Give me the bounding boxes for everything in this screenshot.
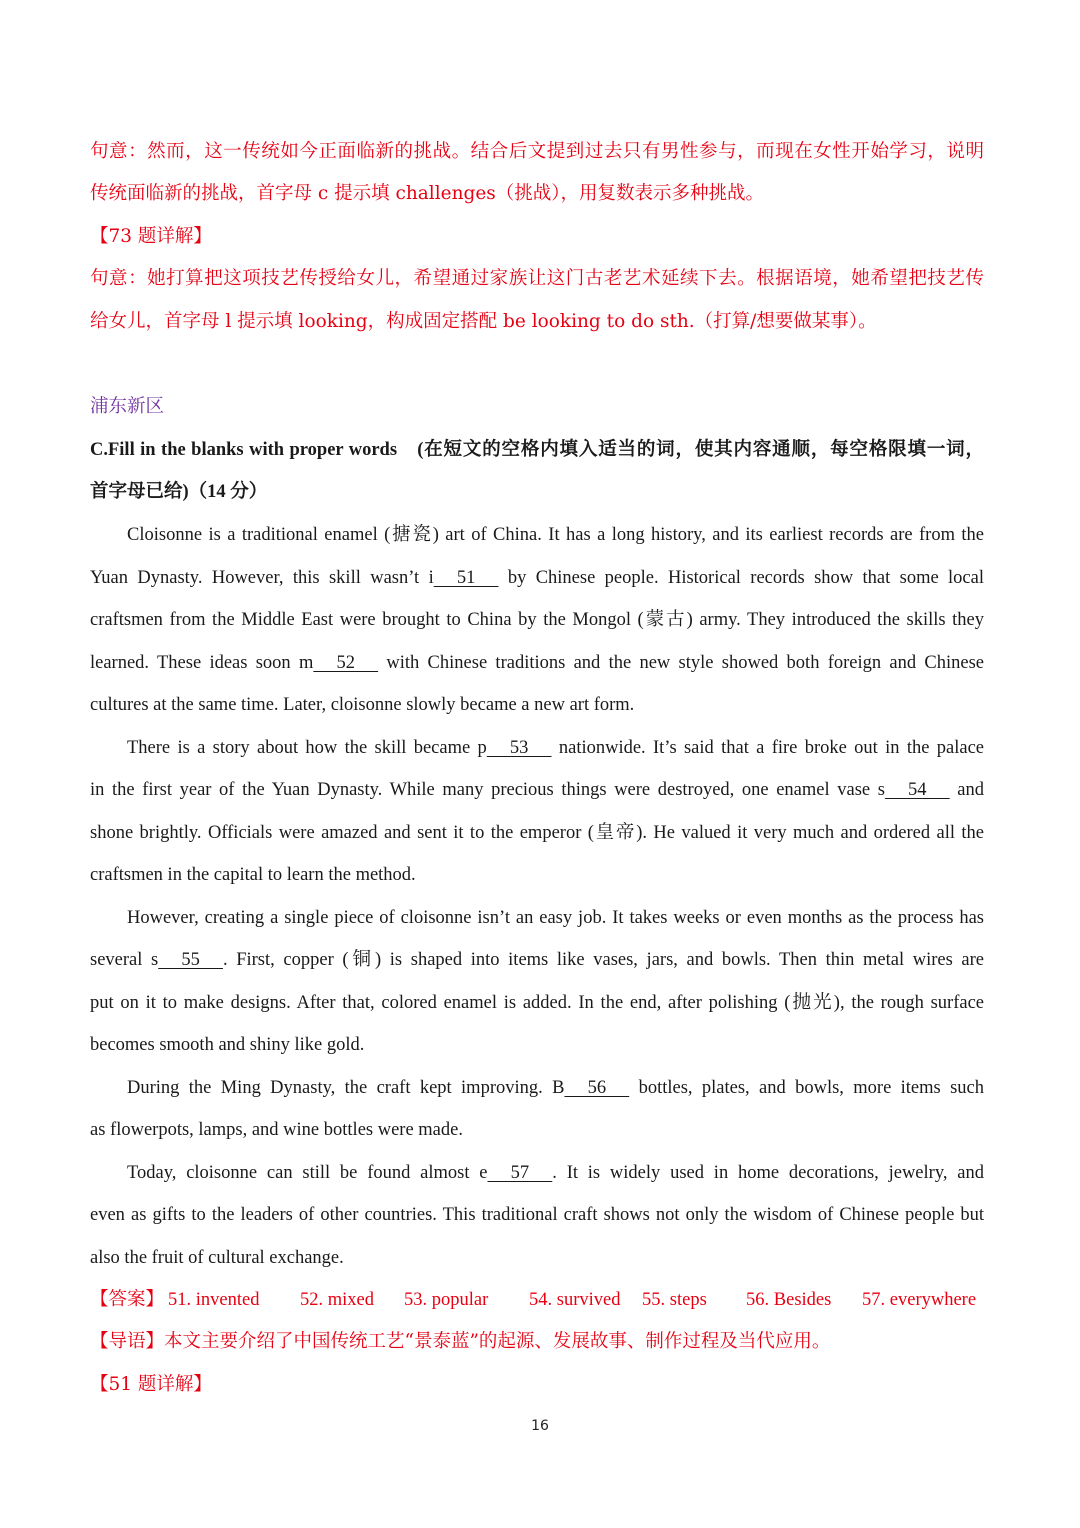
passage-text: and [949, 780, 984, 800]
passage-text: craftsmen from the Middle East were brought to China by the Mongol (蒙古) army. They introduced the skills they [90, 610, 984, 630]
answer-blank[interactable]: 56 [564, 1078, 630, 1098]
section-title: 首字母已给)（14 分） [90, 482, 268, 502]
answer-item: 56. Besides [746, 1290, 832, 1310]
explanation-line: 传统面临新的挑战，首字母 c 提示填 challenges（挑战），用复数表示多种挑战。 [90, 183, 765, 204]
passage-text: in the first year of the Yuan Dynasty. While many precious things were destroyed, one enamel vase s [90, 780, 885, 800]
passage-line [90, 566, 984, 590]
answer-item: 55. steps [642, 1290, 707, 1310]
passage-text: However, creating a single piece of cloisonne isn’t an easy job. It takes weeks or even months as the process has [127, 908, 984, 928]
passage-text: by Chinese people. Historical records show that some local [498, 568, 984, 588]
page-number: 16 [531, 1418, 549, 1434]
passage-text: . First, copper (铜) is shaped into items like vases, jars, and bowls. Then thin metal wires are [222, 950, 984, 970]
passage-text: put on it to make designs. After that, colored enamel is added. In the end, after polishing (抛光), the rough surface [90, 993, 984, 1013]
passage-line [90, 991, 984, 1015]
passage-text: learned. These ideas soon m [90, 653, 314, 673]
passage-text: also the fruit of cultural exchange. [90, 1248, 344, 1268]
answer-item: 51. invented [168, 1290, 260, 1310]
explanation-line: 给女儿，首字母 l 提示填 looking，构成固定搭配 be looking to do sth.（打算/想要做某事）。 [90, 311, 877, 332]
question-heading: 【51 题详解】 [90, 1374, 212, 1395]
passage-line [90, 906, 984, 930]
guide-text: 【导语】本文主要介绍了中国传统工艺“景泰蓝”的起源、发展故事、制作过程及当代应用。 [90, 1331, 831, 1352]
passage-line [90, 651, 984, 675]
passage-text: even as gifts to the leaders of other countries. This traditional craft shows not only the wisdom of Chinese people but [90, 1205, 984, 1225]
answer-blank[interactable]: 57 [487, 1163, 553, 1183]
passage-text: shone brightly. Officials were amazed and sent it to the emperor (皇帝). He valued it very much and ordered all the [90, 823, 984, 843]
answer-item: 54. survived [529, 1290, 621, 1310]
explanation-line: 句意：她打算把这项技艺传授给女儿，希望通过家族让这门古老艺术延续下去。根据语境，她希望把技艺传 [90, 268, 984, 289]
passage-line [90, 821, 984, 845]
passage-text: . It is widely used in home decorations, jewelry, and [552, 1163, 985, 1183]
passage-text: nationwide. It’s said that a fire broke out in the palace [551, 738, 984, 758]
district-label: 浦东新区 [90, 396, 165, 417]
passage-text: as flowerpots, lamps, and wine bottles were made. [90, 1120, 463, 1140]
passage-line [90, 693, 984, 717]
section-title: C.Fill in the blanks with proper words (在短文的空格内填入适当的词，使其内容通顺，每空格限填一词， [90, 440, 984, 460]
passage-text: craftsmen in the capital to learn the method. [90, 865, 416, 885]
passage-line [90, 778, 984, 802]
passage-text: becomes smooth and shiny like gold. [90, 1035, 365, 1055]
passage-text: Yuan Dynasty. However, this skill wasn’t i [90, 568, 434, 588]
explanation-line: 句意：然而，这一传统如今正面临新的挑战。结合后文提到过去只有男性参与，而现在女性开始学习，说明 [90, 141, 984, 162]
answer-blank[interactable]: 53 [486, 738, 552, 758]
passage-line [90, 736, 984, 760]
passage-text: several s [90, 950, 159, 970]
passage-line [90, 948, 984, 972]
passage-line [90, 1161, 984, 1185]
answer-key [90, 1288, 984, 1312]
question-heading: 【73 题详解】 [90, 226, 212, 247]
answer-item: 52. mixed [300, 1290, 375, 1310]
passage-line [90, 1118, 984, 1142]
passage-text: Today, cloisonne can still be found almost e [127, 1163, 488, 1183]
passage-text: bottles, plates, and bowls, more items such [629, 1078, 984, 1098]
answer-item: 53. popular [404, 1290, 489, 1310]
passage-text: Cloisonne is a traditional enamel (搪瓷) art of China. It has a long history, and its earliest records are from the [127, 525, 984, 545]
passage-line [90, 1033, 984, 1057]
passage-text: During the Ming Dynasty, the craft kept improving. B [127, 1078, 565, 1098]
passage-line [90, 1076, 984, 1100]
answer-blank[interactable]: 55 [158, 950, 223, 970]
passage-line [90, 1246, 984, 1270]
answer-blank[interactable]: 54 [884, 780, 950, 800]
answer-blank[interactable]: 52 [313, 653, 379, 673]
passage-text: cultures at the same time. Later, cloisonne slowly became a new art form. [90, 695, 635, 715]
passage-line [90, 608, 984, 632]
passage-line [90, 523, 984, 547]
passage-line [90, 1203, 984, 1227]
passage-text: with Chinese traditions and the new style showed both foreign and Chinese [378, 653, 985, 673]
answer-label: 【答案】 [90, 1289, 165, 1310]
answer-blank[interactable]: 51 [433, 568, 499, 588]
passage-text: There is a story about how the skill became p [127, 738, 487, 758]
passage-line [90, 863, 984, 887]
answer-item: 57. everywhere [862, 1290, 977, 1310]
